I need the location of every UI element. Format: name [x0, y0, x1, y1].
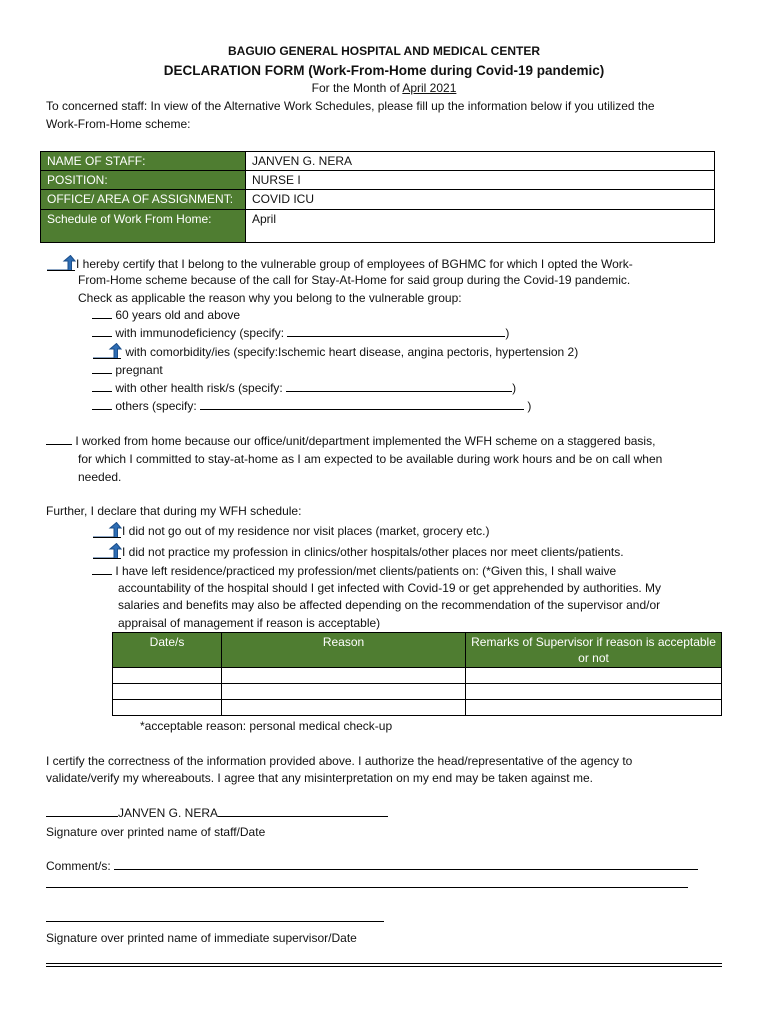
- staggered-line-1: I worked from home because our office/unit/department implemented the WFH scheme on a staggered basis,: [75, 434, 656, 448]
- option-immunodeficiency: [92, 325, 509, 341]
- certify-line-1: I certify the correctness of the information provided above. I authorize the head/representative of the agency to: [46, 754, 633, 768]
- supervisor-signature-line: [46, 910, 384, 926]
- col-remarks: Remarks of Supervisor if reason is acceptable or not: [466, 633, 722, 668]
- table-cell[interactable]: [222, 700, 466, 716]
- option-label: others (specify:: [115, 399, 197, 413]
- table-row: [41, 152, 715, 171]
- table-header-row: [113, 633, 722, 668]
- staggered-checkbox-row: [46, 433, 655, 449]
- comments-label: Comment/s:: [46, 859, 111, 873]
- comments-row: [46, 858, 698, 874]
- vulnerable-line-3: Check as applicable the reason why you belong to the vulnerable group:: [78, 291, 462, 305]
- checkbox-blank[interactable]: [92, 325, 112, 337]
- table-cell[interactable]: [222, 684, 466, 700]
- close-paren: ): [505, 326, 510, 340]
- further-item-3-line-4: appraisal of management if reason is acceptable): [118, 616, 381, 630]
- specify-field[interactable]: [287, 325, 505, 337]
- table-cell[interactable]: [113, 700, 222, 716]
- schedule-value[interactable]: April: [246, 209, 715, 242]
- further-item-1-text: I did not go out of my residence nor visit places (market, grocery etc.): [122, 524, 490, 538]
- supervisor-signature-caption: Signature over printed name of immediate supervisor/Date: [46, 931, 357, 945]
- checked-arrow-icon[interactable]: [92, 343, 122, 359]
- table-row: [113, 668, 722, 684]
- month-prefix: For the Month of: [311, 81, 400, 95]
- comments-row-2: [46, 876, 688, 892]
- name-value[interactable]: JANVEN G. NERA: [246, 152, 715, 171]
- checkbox-blank[interactable]: [46, 433, 72, 445]
- staff-info-table: [40, 151, 715, 243]
- checked-arrow-icon[interactable]: [46, 255, 76, 271]
- divider: [46, 963, 722, 964]
- vulnerable-line-2: From-Home scheme because of the call for Stay-At-Home for said group during the Covid-19 pandemic.: [78, 273, 631, 287]
- checkbox-blank[interactable]: [92, 307, 112, 319]
- checkbox-blank[interactable]: [92, 362, 112, 374]
- checked-arrow-icon[interactable]: [92, 522, 122, 538]
- staggered-line-2: for which I committed to stay-at-home as I am expected to be available during work hours and be on call when: [78, 452, 663, 466]
- month-value: April 2021: [402, 81, 457, 95]
- signature-blank: [218, 805, 388, 817]
- further-intro: Further, I declare that during my WFH schedule:: [46, 504, 302, 518]
- further-item-1: [92, 522, 490, 539]
- table-row: [41, 171, 715, 190]
- dates-table: [112, 632, 722, 716]
- table-cell[interactable]: [222, 668, 466, 684]
- close-paren: ): [524, 399, 532, 413]
- option-label: 60 years old and above: [115, 308, 241, 322]
- option-60-years: [92, 307, 240, 323]
- option-pregnant: [92, 362, 163, 378]
- vulnerable-checkbox-row: [46, 255, 633, 272]
- signature-blank: [46, 805, 118, 817]
- further-item-3: [92, 563, 616, 579]
- divider: [46, 966, 722, 967]
- further-item-3-line-3: salaries and benefits may also be affected depending on the recommendation of the supervisor and/or: [118, 598, 661, 612]
- position-value[interactable]: NURSE I: [246, 171, 715, 190]
- checkbox-blank[interactable]: [92, 398, 112, 410]
- option-label: with immunodeficiency (specify:: [115, 326, 285, 340]
- col-reason: Reason: [222, 633, 466, 668]
- office-label: OFFICE/ AREA OF ASSIGNMENT:: [41, 190, 246, 209]
- table-cell[interactable]: [466, 668, 722, 684]
- office-value[interactable]: COVID ICU: [246, 190, 715, 209]
- specify-field[interactable]: [200, 398, 524, 410]
- checked-arrow-icon[interactable]: [92, 543, 122, 559]
- staggered-line-3: needed.: [78, 470, 122, 484]
- table-row: [41, 209, 715, 242]
- month-line: [0, 80, 768, 96]
- further-item-3-text: I have left residence/practiced my profession/met clients/patients on: (*Given this, I shall waive: [112, 564, 617, 578]
- table-row: [41, 190, 715, 209]
- org-name: BAGUIO GENERAL HOSPITAL AND MEDICAL CENTER: [227, 44, 541, 58]
- option-others: [92, 398, 531, 414]
- further-item-2-text: I did not practice my profession in clinics/other hospitals/other places nor meet clients/patients.: [122, 545, 624, 559]
- position-label: POSITION:: [41, 171, 246, 190]
- table-cell[interactable]: [113, 668, 222, 684]
- option-label: with other health risk/s (specify:: [115, 381, 283, 395]
- staff-signature-caption: Signature over printed name of staff/Date: [46, 825, 266, 839]
- table-row: [113, 700, 722, 716]
- vulnerable-line-1: I hereby certify that I belong to the vulnerable group of employees of BGHMC for which I opted the Work-: [76, 257, 633, 271]
- acceptable-reason-note: *acceptable reason: personal medical check-up: [140, 719, 393, 733]
- close-paren: ): [512, 381, 517, 395]
- col-dates: Date/s: [113, 633, 222, 668]
- option-label: with comorbidity/ies (specify:Ischemic heart disease, angina pectoris, hypertension 2): [125, 345, 579, 359]
- option-other-health-risk: [92, 380, 516, 396]
- table-row: [113, 684, 722, 700]
- further-item-3-line-2: accountability of the hospital should I get infected with Covid-19 or get apprehended by authorities. My: [118, 581, 661, 595]
- specify-field[interactable]: [286, 380, 512, 392]
- form-title: DECLARATION FORM (Work-From-Home during Covid-19 pandemic): [163, 63, 605, 78]
- intro-line-1: To concerned staff: In view of the Alternative Work Schedules, please fill up the information below if you utilized the: [46, 99, 655, 113]
- further-item-2: [92, 543, 624, 560]
- certify-line-2: validate/verify my whereabouts. I agree that any misinterpretation on my end may be taken against me.: [46, 771, 593, 785]
- table-cell[interactable]: [466, 700, 722, 716]
- staff-printed-name[interactable]: JANVEN G. NERA: [118, 806, 219, 820]
- checkbox-blank[interactable]: [92, 380, 112, 392]
- table-cell[interactable]: [466, 684, 722, 700]
- checkbox-blank[interactable]: [92, 563, 112, 575]
- supervisor-signature-field[interactable]: [46, 910, 384, 922]
- option-comorbidity: [92, 343, 578, 360]
- comments-field[interactable]: [114, 858, 698, 870]
- intro-line-2: Work-From-Home scheme:: [46, 117, 191, 131]
- option-label: pregnant: [115, 363, 163, 377]
- schedule-label: Schedule of Work From Home:: [41, 209, 246, 242]
- staff-signature-line: [46, 805, 388, 821]
- table-cell[interactable]: [113, 684, 222, 700]
- name-label: NAME OF STAFF:: [41, 152, 246, 171]
- comments-field[interactable]: [46, 876, 688, 888]
